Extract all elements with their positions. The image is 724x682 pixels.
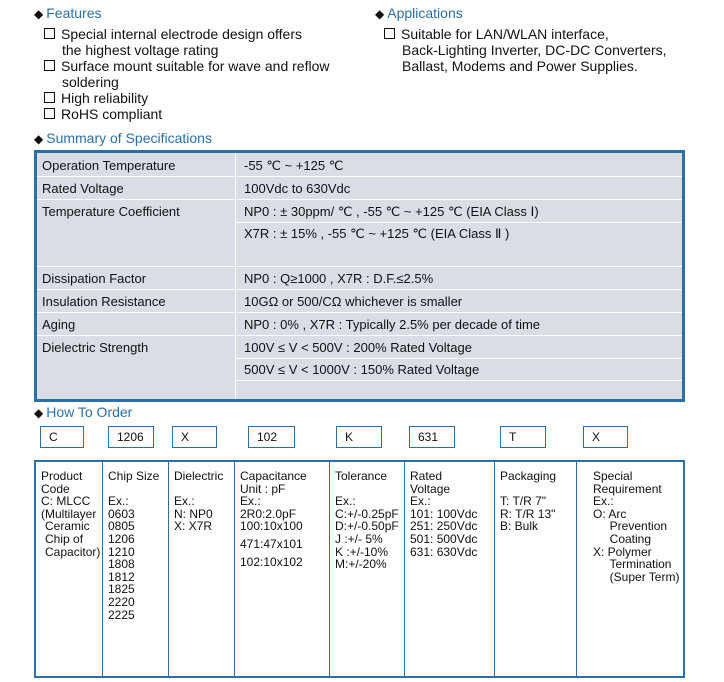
order-line: Capacitance	[240, 469, 307, 483]
order-line: (Multilayer	[41, 506, 97, 521]
order-column	[494, 462, 576, 676]
order-line: Packaging	[500, 469, 557, 483]
order-code-box: K	[336, 426, 382, 448]
checkbox-icon	[44, 108, 55, 119]
order-line: Ex.:	[108, 494, 129, 509]
spec-label: Aging	[42, 317, 76, 332]
order-line: Capacitor)	[45, 544, 101, 559]
order-line: Ex.:	[593, 494, 614, 509]
order-line: D:+/-0.50pF	[335, 519, 399, 534]
list-item: High reliability	[44, 90, 329, 106]
order-line: Product	[41, 469, 83, 483]
row-divider	[235, 380, 682, 381]
order-line: 631: 630Vdc	[410, 544, 478, 559]
order-line: T: T/R 7"	[500, 494, 547, 509]
order-line: X: X7R	[174, 519, 213, 534]
spec-value: 100Vdc to 630Vdc	[244, 181, 351, 196]
spec-value: -55 ℃ ~ +125 ℃	[244, 158, 344, 173]
spec-value: 100V ≤ V < 500V : 200% Rated Voltage	[244, 340, 472, 355]
applications-list	[384, 26, 667, 74]
order-code-box: 1206	[108, 426, 154, 448]
order-code-box: 631	[409, 426, 455, 448]
order-column	[234, 462, 329, 676]
order-line: (Super Term)	[593, 569, 680, 584]
list-item: Surface mount suitable for wave and reflow	[44, 58, 329, 74]
order-line: K :+/-10%	[335, 544, 389, 559]
order-code-box: C	[40, 426, 84, 448]
spec-label: Insulation Resistance	[42, 294, 166, 309]
diamond-icon: ◆	[34, 132, 44, 146]
order-line: 2225	[108, 607, 135, 622]
order-code-box: T	[500, 426, 546, 448]
diamond-icon: ◆	[375, 7, 385, 21]
order-line: 100:10x100	[240, 519, 303, 534]
list-item-continuation: soldering	[62, 74, 119, 90]
order-line: J :+/- 5%	[335, 531, 383, 546]
order-line: Code	[41, 481, 70, 496]
order-column	[36, 462, 102, 676]
order-line: Ex.:	[240, 494, 261, 509]
order-line: 1210	[108, 544, 135, 559]
order-code-box: 102	[248, 426, 295, 448]
row-divider	[37, 199, 682, 200]
spec-value: X7R : ± 15% , -55 ℃ ~ +125 ℃ (EIA Class Ⅱ )	[244, 226, 510, 241]
row-divider	[37, 266, 682, 267]
order-line: Dielectric	[174, 469, 224, 483]
order-line: 2220	[108, 594, 135, 609]
summary-heading: ◆ Summary of Specifications	[34, 130, 212, 146]
row-divider	[37, 289, 682, 290]
spec-label: Dielectric Strength	[42, 340, 149, 355]
order-column	[168, 462, 234, 676]
order-line: 0603	[108, 506, 135, 521]
order-line: Ex.:	[174, 494, 195, 509]
order-line: 1825	[108, 582, 135, 597]
diamond-icon: ◆	[34, 7, 44, 21]
list-item-continuation: the highest voltage rating	[62, 42, 219, 58]
order-line: C:+/-0.25pF	[335, 506, 399, 521]
row-divider	[37, 335, 682, 336]
row-divider	[37, 312, 682, 313]
order-line: 102:10x102	[240, 554, 303, 569]
order-line: 471:47x101	[240, 536, 303, 551]
order-column	[576, 462, 683, 676]
order-line: Requirement	[593, 481, 662, 496]
order-code-box: X	[583, 426, 628, 448]
spec-label: Dissipation Factor	[42, 271, 147, 286]
order-code-box: X	[172, 426, 217, 448]
applications-heading: ◆ Applications	[375, 5, 463, 21]
spec-value: NP0 : ± 30ppm/ ℃ , -55 ℃ ~ +125 ℃ (EIA Class Ⅰ)	[244, 204, 539, 219]
order-line: Rated	[410, 469, 443, 483]
order-line: O: Arc	[593, 506, 627, 521]
row-divider	[37, 176, 682, 177]
order-line: 1812	[108, 569, 135, 584]
order-line: 101: 100Vdc	[410, 506, 478, 521]
list-item-continuation: Ballast, Modems and Power Supplies.	[402, 58, 638, 74]
list-item: Special internal electrode design offers	[44, 26, 329, 42]
order-line: 2R0:2.0pF	[240, 506, 297, 521]
order-line: Ceramic	[45, 519, 90, 534]
order-line: 0805	[108, 519, 135, 534]
list-item-continuation: Back-Lighting Inverter, DC-DC Converters,	[402, 42, 667, 58]
order-column	[329, 462, 404, 676]
order-line: Chip Size	[108, 469, 160, 483]
order-line: 251: 250Vdc	[410, 519, 478, 534]
spec-value: 10GΩ or 500/CΩ whichever is smaller	[244, 294, 463, 309]
spec-label: Operation Temperature	[42, 158, 176, 173]
order-line: Ex.:	[335, 494, 356, 509]
order-line: N: NP0	[174, 506, 213, 521]
order-line: 1206	[108, 531, 135, 546]
diamond-icon: ◆	[34, 406, 44, 420]
order-heading: ◆ How To Order	[34, 404, 133, 420]
order-line: 1808	[108, 557, 135, 572]
order-column	[102, 462, 168, 676]
order-line: Termination	[593, 557, 672, 572]
list-item: Suitable for LAN/WLAN interface,	[384, 26, 667, 42]
spec-value: NP0 : 0% , X7R : Typically 2.5% per decade of time	[244, 317, 541, 332]
features-heading: ◆ Features	[34, 5, 102, 21]
checkbox-icon	[384, 28, 395, 39]
order-line: Coating	[593, 531, 652, 546]
order-line: M:+/-20%	[335, 557, 387, 572]
order-table	[34, 460, 685, 678]
row-divider	[235, 222, 682, 223]
features-list	[44, 26, 329, 122]
order-line: Special	[593, 469, 633, 483]
column-divider	[235, 153, 236, 399]
order-line: X: Polymer	[593, 544, 652, 559]
order-column	[404, 462, 494, 676]
spec-label: Rated Voltage	[42, 181, 124, 196]
order-line: Chip of	[45, 531, 84, 546]
checkbox-icon	[44, 60, 55, 71]
list-item: RoHS compliant	[44, 106, 329, 122]
checkbox-icon	[44, 92, 55, 103]
order-line: Unit : pF	[240, 481, 286, 496]
spec-table	[34, 150, 685, 402]
order-line: Tolerance	[335, 469, 388, 483]
order-line: Voltage	[410, 481, 451, 496]
order-line: 501: 500Vdc	[410, 531, 478, 546]
spec-value: NP0 : Q≥1000 , X7R : D.F.≤2.5%	[244, 271, 434, 286]
order-line: C: MLCC	[41, 494, 91, 509]
order-line: R: T/R 13"	[500, 506, 556, 521]
order-line: Prevention	[593, 519, 668, 534]
spec-label: Temperature Coefficient	[42, 204, 180, 219]
checkbox-icon	[44, 28, 55, 39]
order-line: B: Bulk	[500, 519, 539, 534]
spec-value: 500V ≤ V < 1000V : 150% Rated Voltage	[244, 362, 480, 377]
order-line: Ex.:	[410, 494, 431, 509]
row-divider	[235, 358, 682, 359]
